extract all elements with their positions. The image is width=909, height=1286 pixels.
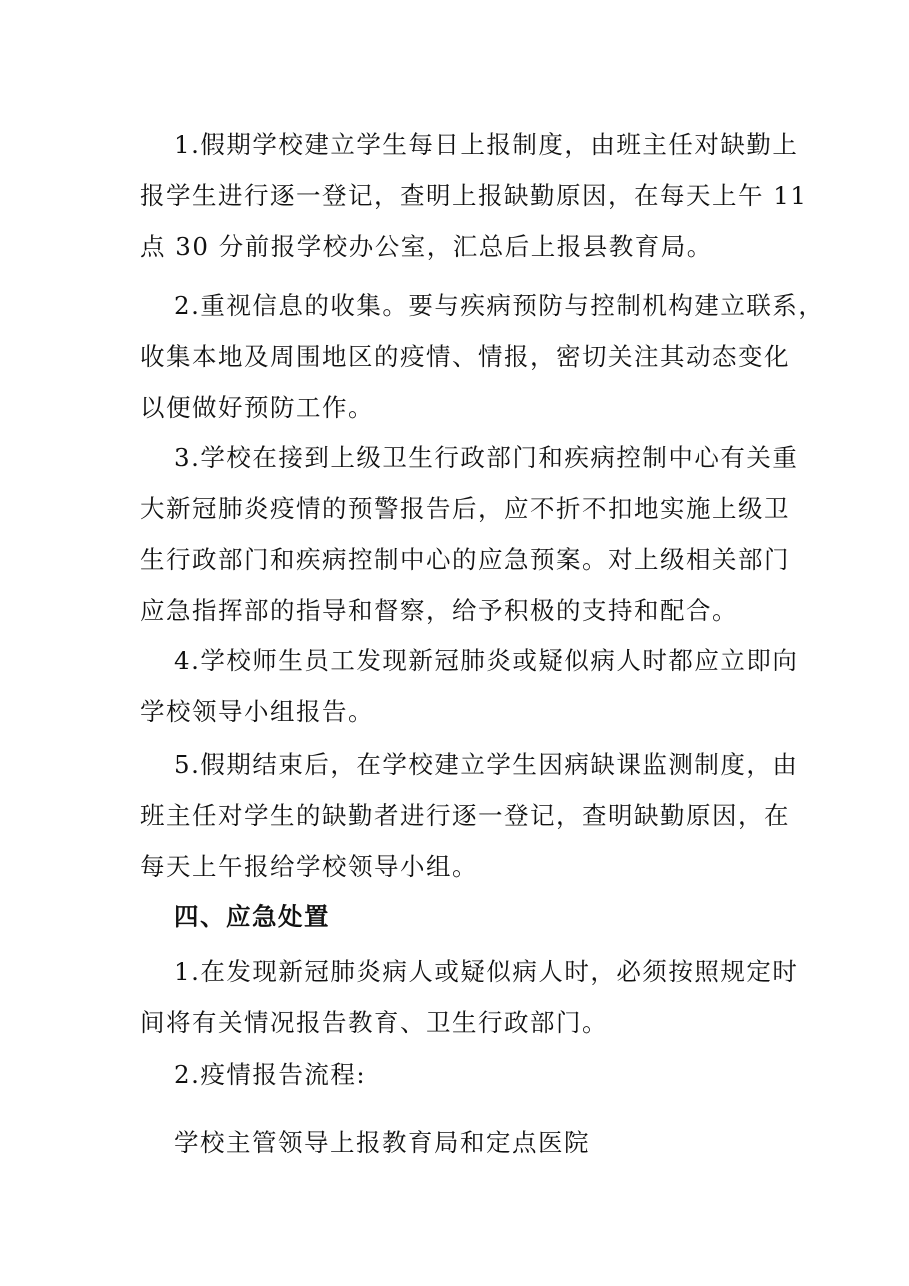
paragraph-1	[140, 119, 808, 272]
paragraph-line: 以便做好预防工作。	[140, 393, 374, 422]
paragraph-line: 应急指挥部的指导和督察，给予积极的支持和配合。	[140, 596, 738, 625]
paragraph-line: 5.假期结束后，在学校建立学生因病缺课监测制度，由	[174, 750, 799, 779]
paragraph-line: 1.假期学校建立学生每日上报制度，由班主任对缺勤上	[174, 130, 799, 159]
section-paragraph-1	[140, 946, 799, 1048]
paragraph-4	[140, 635, 799, 737]
paragraph-line: 2.重视信息的收集。要与疾病预防与控制机构建立联系，	[174, 291, 825, 320]
paragraph-line: 收集本地及周围地区的疫情、情报，密切关注其动态变化	[140, 342, 790, 371]
paragraph-line: 1.在发现新冠肺炎病人或疑似病人时，必须按照规定时	[174, 957, 799, 986]
section-heading: 四、应急处置	[174, 902, 330, 931]
paragraph-line: 生行政部门和疾病控制中心的应急预案。对上级相关部门	[140, 545, 790, 574]
paragraph-2	[140, 280, 825, 433]
paragraph-5	[140, 739, 799, 892]
section-paragraph-3	[140, 1117, 780, 1168]
paragraph-line: 班主任对学生的缺勤者进行逐一登记，查明缺勤原因，在	[140, 801, 790, 830]
paragraph-line: 学校领导小组报告。	[140, 697, 374, 726]
paragraph-line: 3.学校在接到上级卫生行政部门和疾病控制中心有关重	[174, 443, 799, 472]
paragraph-line: 大新冠肺炎疫情的预警报告后，应不折不扣地实施上级卫	[140, 494, 790, 523]
paragraph-line: 4.学校师生员工发现新冠肺炎或疑似病人时都应立即向	[174, 646, 799, 675]
paragraph-line: 2.疫情报告流程:	[174, 1060, 367, 1089]
paragraph-3	[140, 432, 799, 636]
paragraph-line: 点 30 分前报学校办公室，汇总后上报县教育局。	[140, 232, 713, 261]
paragraph-line: 每天上午报给学校领导小组。	[140, 852, 478, 881]
paragraph-line: 报学生进行逐一登记，查明上报缺勤原因，在每天上午 11	[140, 181, 808, 210]
section-paragraph-2	[140, 1049, 780, 1100]
paragraph-line: 间将有关情况报告教育、卫生行政部门。	[140, 1008, 608, 1037]
paragraph-line: 学校主管领导上报教育局和定点医院	[174, 1128, 590, 1157]
